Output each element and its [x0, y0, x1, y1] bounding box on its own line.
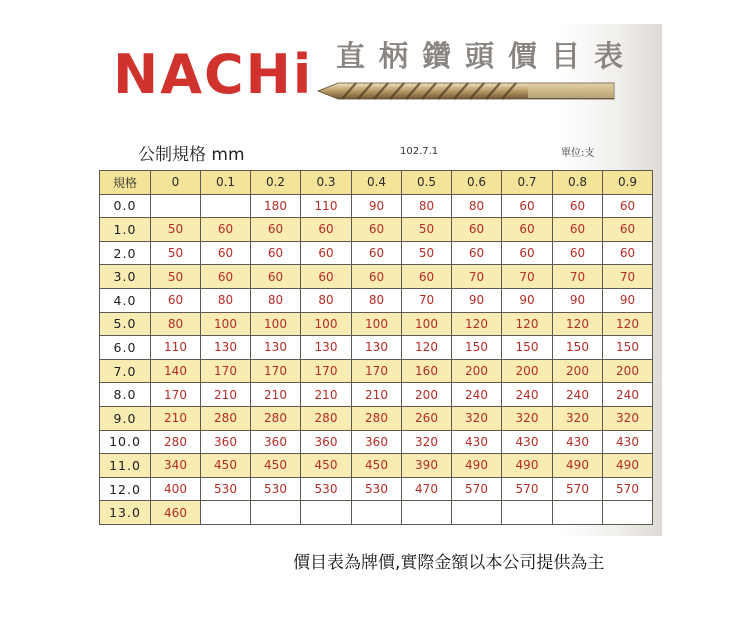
table-row	[100, 336, 653, 360]
price-cell: 80	[402, 194, 452, 218]
price-cell: 130	[352, 336, 402, 360]
table-row	[100, 265, 653, 289]
table-row	[100, 218, 653, 242]
size-cell: 11.0	[100, 454, 151, 478]
price-cell: 60	[502, 218, 553, 242]
header-cell: 0.2	[251, 171, 301, 195]
header-cell: 0.5	[402, 171, 452, 195]
table-row	[100, 430, 653, 454]
price-cell: 400	[151, 477, 201, 501]
price-cell: 130	[251, 336, 301, 360]
price-cell	[151, 194, 201, 218]
size-cell: 10.0	[100, 430, 151, 454]
price-cell: 320	[603, 406, 653, 430]
table-row	[100, 359, 653, 383]
price-cell	[402, 501, 452, 525]
price-cell: 570	[603, 477, 653, 501]
table-row	[100, 288, 653, 312]
price-cell: 280	[251, 406, 301, 430]
size-cell: 13.0	[100, 501, 151, 525]
price-cell: 110	[151, 336, 201, 360]
price-cell: 390	[402, 454, 452, 478]
price-cell	[452, 501, 502, 525]
price-cell: 320	[502, 406, 553, 430]
price-cell: 490	[452, 454, 502, 478]
price-cell: 210	[251, 383, 301, 407]
price-cell: 60	[452, 218, 502, 242]
price-cell: 80	[452, 194, 502, 218]
price-cell	[352, 501, 402, 525]
metric-label: 公制規格 mm	[138, 145, 245, 165]
price-cell: 530	[352, 477, 402, 501]
price-cell: 120	[502, 312, 553, 336]
price-cell: 60	[201, 265, 251, 289]
price-cell: 60	[502, 241, 553, 265]
price-cell: 70	[452, 265, 502, 289]
price-cell: 180	[251, 194, 301, 218]
size-cell: 2.0	[100, 241, 151, 265]
price-cell: 100	[402, 312, 452, 336]
price-cell: 360	[352, 430, 402, 454]
table-row	[100, 383, 653, 407]
price-cell: 570	[553, 477, 603, 501]
price-footnote: 價目表為牌價,實際金額以本公司提供為主	[293, 553, 605, 573]
price-cell: 90	[352, 194, 402, 218]
price-cell: 70	[603, 265, 653, 289]
price-cell: 160	[402, 359, 452, 383]
header-cell: 0.4	[352, 171, 402, 195]
price-cell: 260	[402, 406, 452, 430]
price-cell: 570	[452, 477, 502, 501]
price-cell: 360	[301, 430, 352, 454]
price-cell: 60	[603, 194, 653, 218]
price-cell	[553, 501, 603, 525]
table-row	[100, 477, 653, 501]
size-cell: 8.0	[100, 383, 151, 407]
price-cell: 60	[553, 241, 603, 265]
price-cell: 240	[502, 383, 553, 407]
price-cell: 60	[502, 194, 553, 218]
price-cell: 50	[402, 241, 452, 265]
price-cell	[301, 501, 352, 525]
price-cell: 320	[402, 430, 452, 454]
header-cell: 0.8	[553, 171, 603, 195]
header-cell: 0.1	[201, 171, 251, 195]
price-cell: 450	[201, 454, 251, 478]
price-cell: 60	[553, 194, 603, 218]
price-cell: 360	[251, 430, 301, 454]
price-cell: 50	[151, 265, 201, 289]
price-cell: 120	[402, 336, 452, 360]
price-cell: 50	[151, 241, 201, 265]
price-cell: 430	[452, 430, 502, 454]
price-cell: 530	[301, 477, 352, 501]
price-cell: 50	[402, 218, 452, 242]
price-cell: 210	[301, 383, 352, 407]
price-cell: 210	[201, 383, 251, 407]
price-cell: 120	[553, 312, 603, 336]
price-cell: 530	[251, 477, 301, 501]
date-label: 102.7.1	[400, 146, 439, 157]
price-cell: 340	[151, 454, 201, 478]
table-row	[100, 241, 653, 265]
price-cell: 70	[553, 265, 603, 289]
price-cell: 60	[603, 218, 653, 242]
price-cell: 130	[201, 336, 251, 360]
table-header-row	[100, 171, 653, 195]
price-cell: 60	[352, 265, 402, 289]
price-cell: 60	[251, 265, 301, 289]
price-cell: 100	[251, 312, 301, 336]
price-cell: 60	[251, 241, 301, 265]
price-cell: 140	[151, 359, 201, 383]
price-cell: 460	[151, 501, 201, 525]
size-cell: 0.0	[100, 194, 151, 218]
price-cell: 170	[352, 359, 402, 383]
price-cell: 60	[151, 288, 201, 312]
price-cell: 200	[402, 383, 452, 407]
size-cell: 12.0	[100, 477, 151, 501]
price-cell: 430	[553, 430, 603, 454]
price-cell	[201, 501, 251, 525]
header-cell: 0.3	[301, 171, 352, 195]
price-cell: 170	[201, 359, 251, 383]
price-cell: 450	[301, 454, 352, 478]
price-cell: 90	[452, 288, 502, 312]
price-cell: 360	[201, 430, 251, 454]
price-cell: 170	[251, 359, 301, 383]
price-cell: 60	[603, 241, 653, 265]
price-cell: 280	[301, 406, 352, 430]
price-cell: 60	[352, 218, 402, 242]
price-cell: 80	[301, 288, 352, 312]
size-cell: 9.0	[100, 406, 151, 430]
size-cell: 6.0	[100, 336, 151, 360]
price-cell: 240	[553, 383, 603, 407]
price-cell: 280	[201, 406, 251, 430]
price-cell: 200	[553, 359, 603, 383]
price-cell: 80	[201, 288, 251, 312]
price-cell: 60	[301, 265, 352, 289]
size-cell: 1.0	[100, 218, 151, 242]
price-cell: 280	[151, 430, 201, 454]
header-cell-corner: 規格	[100, 171, 151, 195]
size-cell: 4.0	[100, 288, 151, 312]
table-row	[100, 406, 653, 430]
price-cell: 570	[502, 477, 553, 501]
price-cell: 530	[201, 477, 251, 501]
price-cell: 100	[201, 312, 251, 336]
price-table	[99, 170, 653, 525]
price-cell: 150	[553, 336, 603, 360]
price-cell: 430	[502, 430, 553, 454]
size-cell: 5.0	[100, 312, 151, 336]
price-cell: 240	[603, 383, 653, 407]
price-cell: 90	[553, 288, 603, 312]
price-cell: 60	[201, 241, 251, 265]
price-cell: 120	[452, 312, 502, 336]
price-cell: 50	[151, 218, 201, 242]
price-cell: 80	[251, 288, 301, 312]
price-cell: 80	[352, 288, 402, 312]
price-cell: 60	[201, 218, 251, 242]
price-cell: 150	[452, 336, 502, 360]
price-cell: 170	[151, 383, 201, 407]
price-cell: 170	[301, 359, 352, 383]
price-cell: 200	[603, 359, 653, 383]
size-cell: 7.0	[100, 359, 151, 383]
price-cell: 90	[603, 288, 653, 312]
price-cell: 200	[502, 359, 553, 383]
price-cell: 60	[452, 241, 502, 265]
header-cell: 0	[151, 171, 201, 195]
price-cell: 320	[553, 406, 603, 430]
price-sheet	[98, 24, 662, 536]
price-cell: 200	[452, 359, 502, 383]
price-cell: 450	[251, 454, 301, 478]
price-cell: 240	[452, 383, 502, 407]
price-cell: 150	[603, 336, 653, 360]
price-cell: 450	[352, 454, 402, 478]
price-cell: 120	[603, 312, 653, 336]
price-cell: 90	[502, 288, 553, 312]
price-cell: 100	[352, 312, 402, 336]
price-cell: 320	[452, 406, 502, 430]
price-cell: 490	[553, 454, 603, 478]
nachi-logo: NACHi	[113, 43, 314, 106]
price-cell: 470	[402, 477, 452, 501]
price-cell: 430	[603, 430, 653, 454]
drill-bit-icon	[316, 74, 616, 108]
table-row	[100, 194, 653, 218]
header-cell: 0.9	[603, 171, 653, 195]
price-cell: 110	[301, 194, 352, 218]
price-cell	[201, 194, 251, 218]
price-cell: 280	[352, 406, 402, 430]
price-cell	[502, 501, 553, 525]
price-cell: 150	[502, 336, 553, 360]
table-row	[100, 454, 653, 478]
price-cell: 60	[402, 265, 452, 289]
price-cell	[603, 501, 653, 525]
price-cell: 60	[352, 241, 402, 265]
price-cell: 60	[553, 218, 603, 242]
price-cell: 210	[352, 383, 402, 407]
unit-label: 單位:支	[561, 148, 595, 159]
price-cell: 490	[502, 454, 553, 478]
price-cell: 60	[251, 218, 301, 242]
price-cell: 80	[151, 312, 201, 336]
table-row	[100, 501, 653, 525]
price-cell	[251, 501, 301, 525]
table-row	[100, 312, 653, 336]
price-cell: 210	[151, 406, 201, 430]
price-cell: 60	[301, 218, 352, 242]
price-cell: 70	[402, 288, 452, 312]
price-cell: 130	[301, 336, 352, 360]
page-title: 直柄鑽頭價目表	[336, 39, 638, 73]
price-cell: 70	[502, 265, 553, 289]
header-cell: 0.6	[452, 171, 502, 195]
price-cell: 100	[301, 312, 352, 336]
size-cell: 3.0	[100, 265, 151, 289]
price-cell: 60	[301, 241, 352, 265]
price-cell: 490	[603, 454, 653, 478]
header-cell: 0.7	[502, 171, 553, 195]
